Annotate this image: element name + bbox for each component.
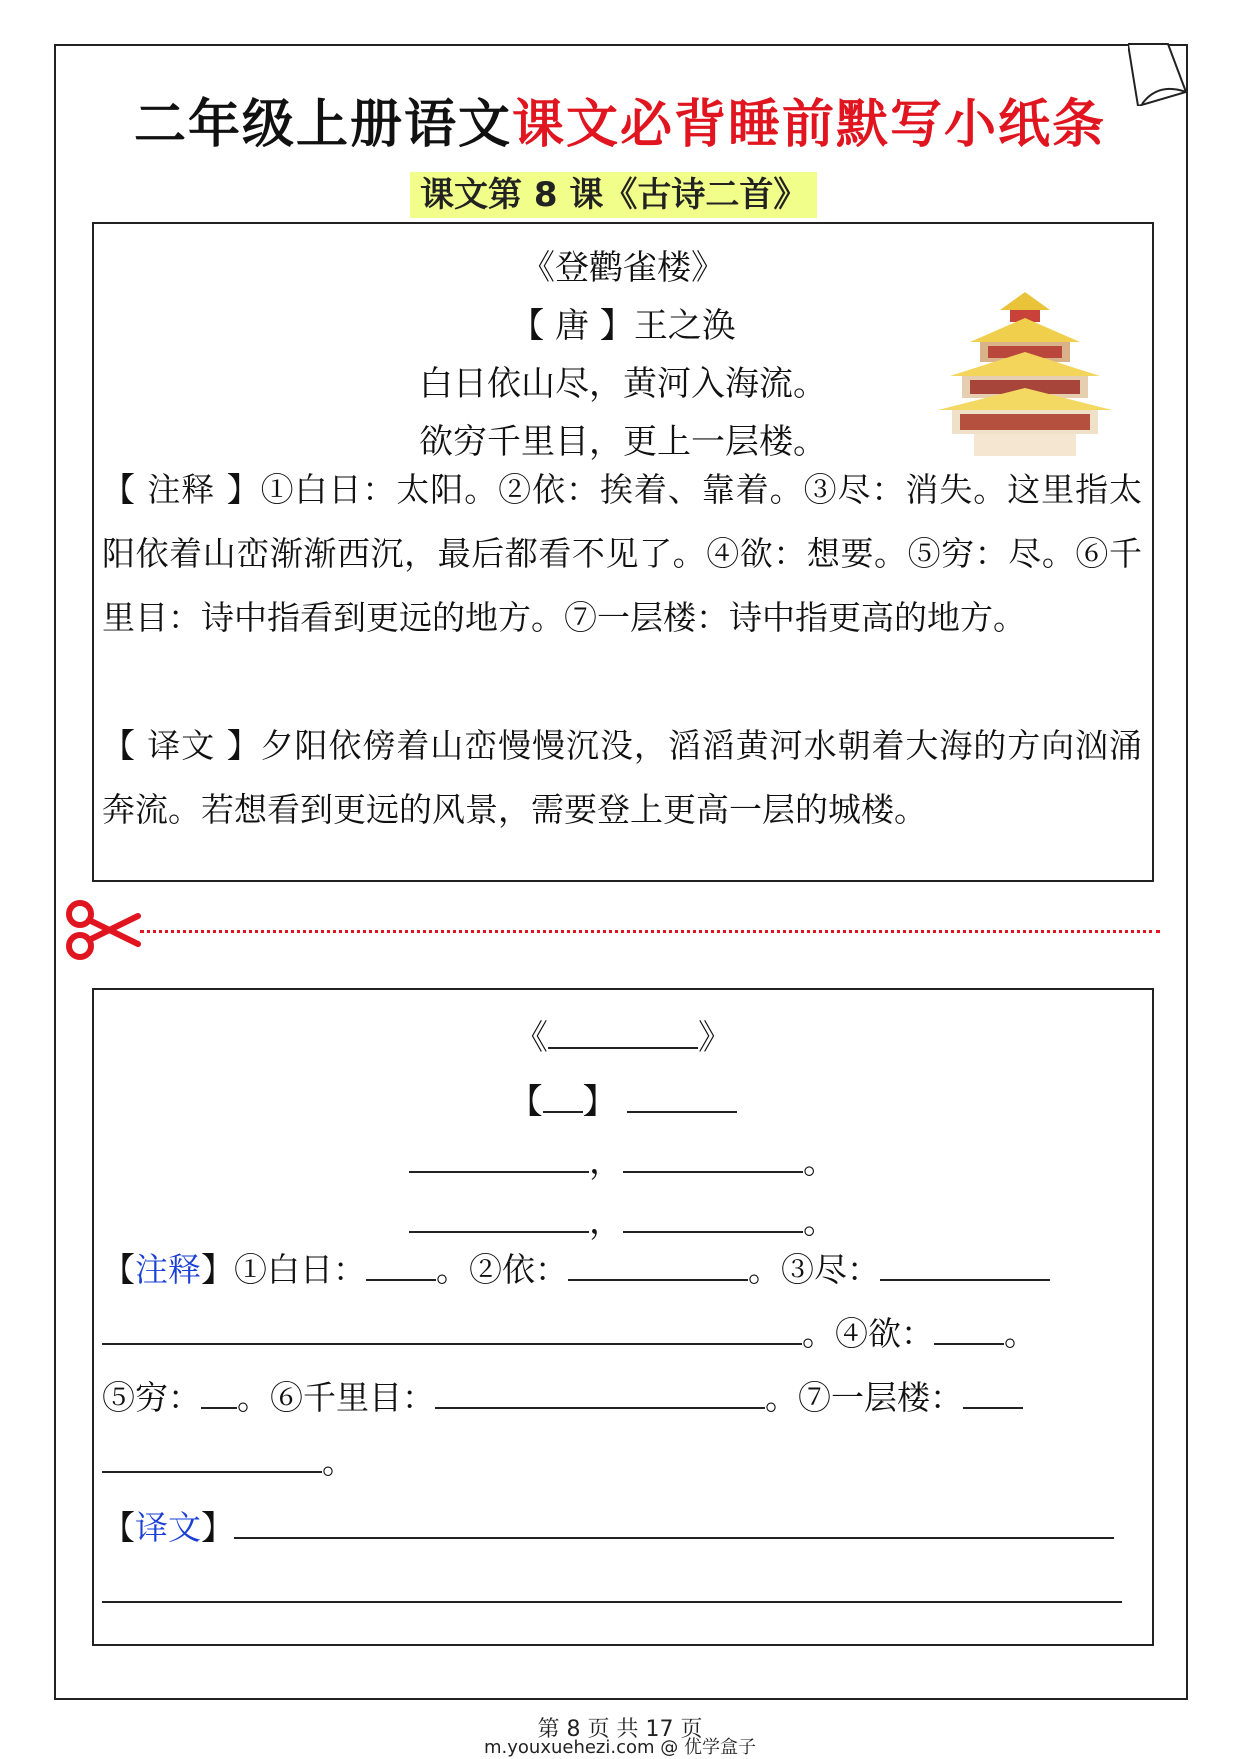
blank-title-line: 《 》 xyxy=(514,1018,732,1058)
blank-note-6[interactable] xyxy=(435,1377,765,1409)
cut-dotted-line xyxy=(140,930,1160,933)
blank-note-4[interactable] xyxy=(934,1313,1004,1345)
notes-text: ①白日：太阳。②依：挨着、靠着。③尽：消失。这里指太阳依着山峦渐渐西沉，最后都看不见了。④欲：想要。⑤穷：尽。⑥千里目：诗中指看到更远的地方。⑦一层楼：诗中指更高的地方。 xyxy=(102,470,1143,637)
blank-note-2[interactable] xyxy=(568,1249,748,1281)
blank-translation-2[interactable] xyxy=(102,1571,1122,1603)
page-title: 二年级上册语文课文必背睡前默写小纸条 xyxy=(133,95,1107,155)
scissors-icon xyxy=(64,900,144,960)
dictation-card xyxy=(92,988,1154,1646)
blank-translation-label: 译文 xyxy=(135,1508,201,1547)
blank-verse-1[interactable] xyxy=(409,1141,589,1173)
blank-author[interactable] xyxy=(627,1081,737,1113)
notes-paragraph xyxy=(102,458,1142,650)
blank-notes-label: 注释 xyxy=(135,1250,201,1289)
pavilion-illustration xyxy=(930,290,1120,460)
page-number: 第 8 页 共 17 页 xyxy=(537,1717,703,1742)
blank-verse-2[interactable] xyxy=(623,1141,803,1173)
blank-note-3b[interactable] xyxy=(102,1313,802,1345)
blank-poem-line-2: ， 。 xyxy=(94,1194,1152,1243)
poem-dynasty: 【 唐 】 xyxy=(510,306,634,346)
translation-label: 【 译文 】 xyxy=(102,726,261,765)
blank-note-7a[interactable] xyxy=(963,1377,1023,1409)
blank-verse-4[interactable] xyxy=(623,1201,803,1233)
blank-poem-line-1: ， 。 xyxy=(94,1134,1152,1183)
blank-note-1[interactable] xyxy=(366,1249,436,1281)
blank-note-5[interactable] xyxy=(201,1377,237,1409)
blank-note-3a[interactable] xyxy=(880,1249,1050,1281)
blank-translation: 【译文】 xyxy=(102,1496,1142,1624)
poem-title: 《登鹳雀楼》 xyxy=(521,248,725,288)
notes-label: 【 注释 】 xyxy=(102,470,261,509)
lesson-subtitle: 课文第 8 课《古诗二首》 xyxy=(410,172,817,218)
blank-translation-1[interactable] xyxy=(234,1507,1114,1539)
poem-line-2: 欲穷千里目，更上一层楼。 xyxy=(419,422,827,462)
poem-author: 王之涣 xyxy=(633,306,736,346)
translation-text: 夕阳依傍着山峦慢慢沉没，滔滔黄河水朝着大海的方向汹涌奔流。若想看到更远的风景，需要登上更高一层的城楼。 xyxy=(102,726,1143,829)
blank-verse-3[interactable] xyxy=(409,1201,589,1233)
blank-note-7b[interactable] xyxy=(102,1441,322,1473)
blank-notes: 【注释】①白日： 。②依： 。③尽： 。④欲： 。 ⑤穷： 。⑥千里目： 。⑦一层楼： 。 xyxy=(102,1238,1142,1494)
blank-dynasty[interactable] xyxy=(543,1081,583,1113)
page-footer xyxy=(0,1712,1240,1759)
site-watermark: m.youxuehezi.com @ 优学盒子 xyxy=(483,1737,756,1758)
blank-title[interactable] xyxy=(548,1017,698,1049)
translation-paragraph xyxy=(102,714,1142,842)
blank-author-line: 【 】 xyxy=(94,1074,1152,1123)
poem-line-1: 白日依山尽，黄河入海流。 xyxy=(419,364,827,404)
